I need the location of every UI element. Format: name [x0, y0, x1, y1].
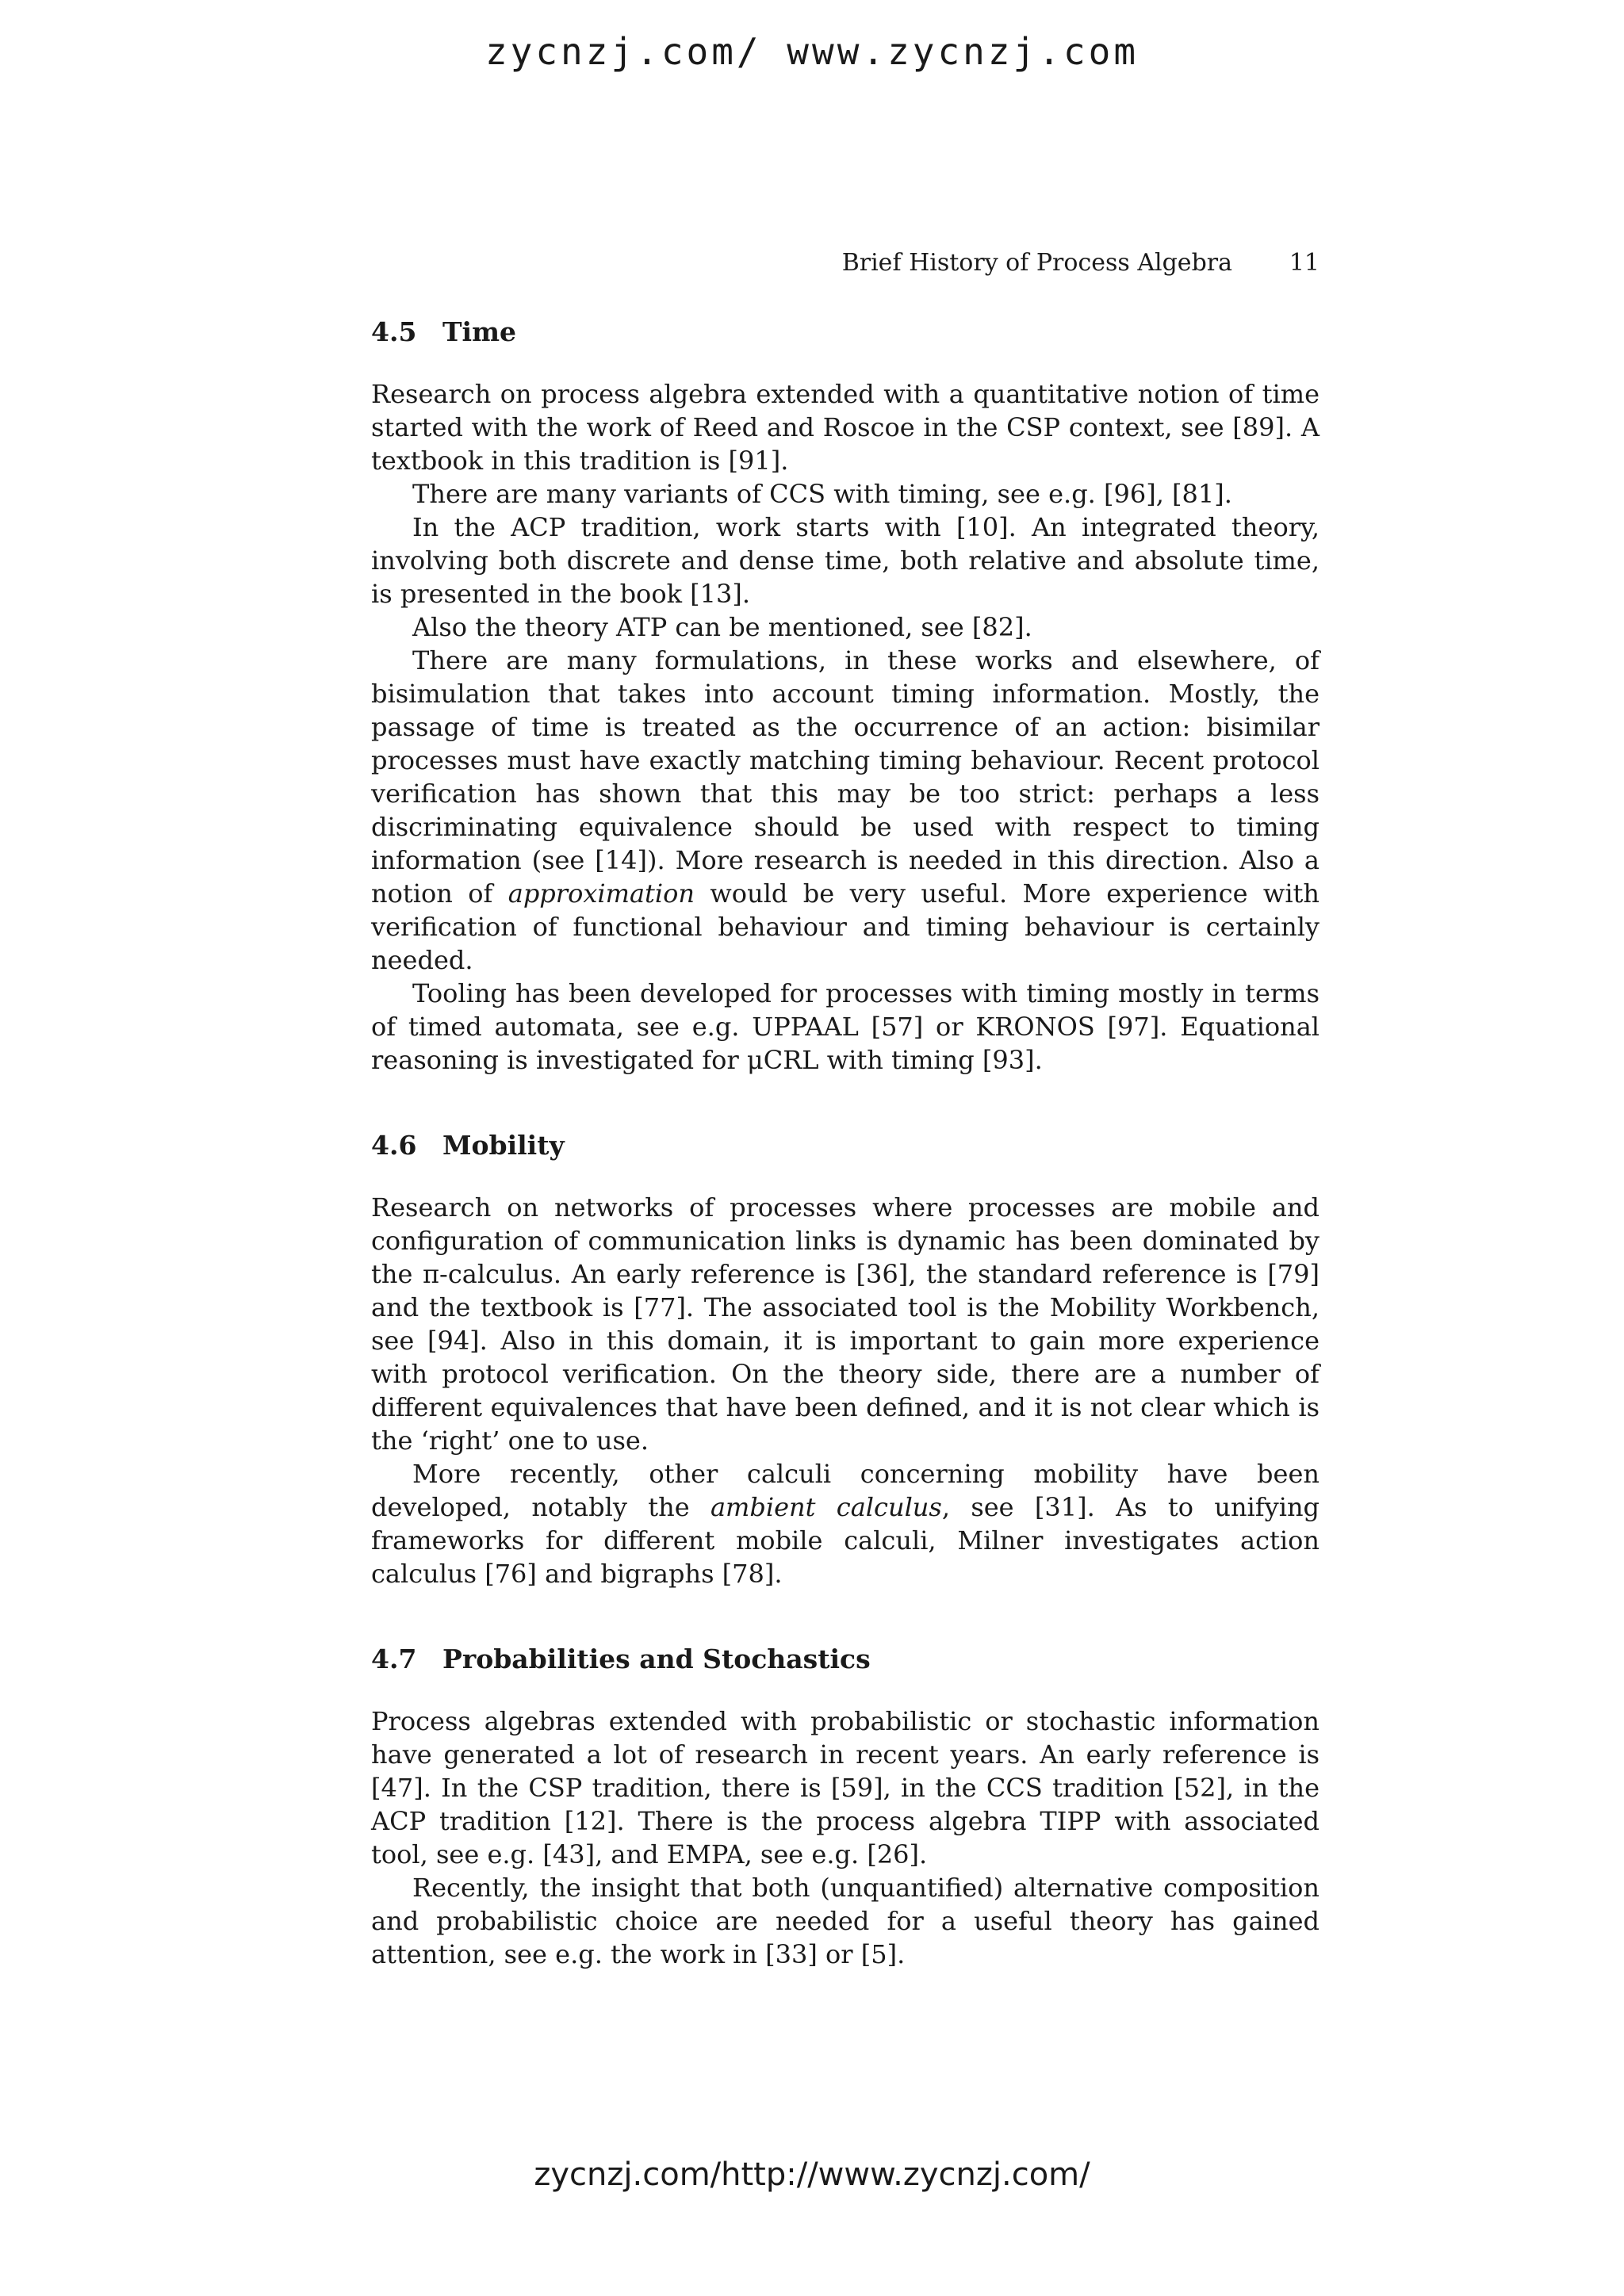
watermark-bottom: zycnzj.com/http://www.zycnzj.com/	[534, 2156, 1090, 2193]
paragraph: Also the theory ATP can be mentioned, see [82].	[412, 612, 1032, 642]
section-heading	[371, 1129, 1320, 1162]
watermark-top: zycnzj.com/ www.zycnzj.com	[485, 30, 1139, 73]
emphasis-term: approximation	[508, 878, 695, 909]
paragraph: Research on process algebra extended with a quantitative notion of time started with the work of Reed and Roscoe in the CSP context, see [89]. A textbook in this tradition is [91].	[371, 379, 1320, 476]
page-body	[371, 316, 1320, 2023]
paragraph: Recently, the insight that both (unquantified) alternative composition and probabilistic choice are needed for a useful theory has gained attention, see e.g. the work in [33] or [5].	[371, 1873, 1320, 1969]
paragraph-text: would be very useful. More experience with verification of functional behaviour and timing behaviour is certainly needed.	[371, 878, 1320, 975]
section-mobility	[371, 1129, 1320, 1590]
paragraph-text: There are many formulations, in these works and elsewhere, of bisimulation that takes into account timing information. Mostly, the passage of time is treated as the occurrence of an action: bisimilar processes must have exactly matching timing behaviour. Recent protocol verification has shown that this may be too strict: perhaps a less discriminating equivalence should be used with respect to timing information (see [14]). More research is needed in this direction. Also a notion of	[371, 645, 1320, 909]
paragraph: There are many variants of CCS with timing, see e.g. [96], [81].	[412, 479, 1232, 509]
section-heading	[371, 1643, 1320, 1676]
running-head	[371, 249, 1320, 277]
section-heading	[371, 316, 1320, 349]
section-title: Mobility	[442, 1130, 565, 1161]
section-number: 4.6	[371, 1130, 417, 1161]
emphasis-term: ambient calculus	[710, 1492, 942, 1522]
paragraph: In the ACP tradition, work starts with [10]. An integrated theory, involving both discrete and dense time, both relative and absolute time, is presented in the book [13].	[371, 512, 1320, 609]
section-title: Probabilities and Stochastics	[442, 1644, 871, 1674]
paragraph: Tooling has been developed for processes with timing mostly in terms of timed automata, see e.g. UPPAAL [57] or KRONOS [97]. Equational reasoning is investigated for μCRL with timing [93].	[371, 978, 1320, 1075]
running-head-title: Brief History of Process Algebra	[841, 249, 1232, 277]
page-number: 11	[1289, 249, 1320, 277]
paragraph	[371, 1457, 1320, 1590]
paragraph: Process algebras extended with probabilistic or stochastic information have generated a lot of research in recent years. An early reference is [47]. In the CSP tradition, there is [59], in the CCS tradition [52], in the ACP tradition [12]. There is the process algebra TIPP with associated tool, see e.g. [43], and EMPA, see e.g. [26].	[371, 1706, 1320, 1869]
section-time	[371, 316, 1320, 1077]
section-title: Time	[442, 316, 517, 347]
paragraph-text: , see [31]. As to unifying frameworks for different mobile calculi, Milner investigates action calculus [76] and bigraphs [78].	[371, 1492, 1320, 1589]
paragraph-text: More recently, other calculi concerning mobility have been developed, notably the	[371, 1459, 1320, 1522]
paragraph	[371, 644, 1320, 977]
section-number: 4.7	[371, 1644, 417, 1674]
section-probabilities	[371, 1643, 1320, 1971]
section-number: 4.5	[371, 316, 417, 347]
paragraph: Research on networks of processes where processes are mobile and configuration of communication links is dynamic has been dominated by the π-calculus. An early reference is [36], the standard reference is [79] and the textbook is [77]. The associated tool is the Mobility Workbench, see [94]. Also in this domain, it is important to gain more experience with protocol verification. On the theory side, there are a number of different equivalences that have been defined, and it is not clear which is the ‘right’ one to use.	[371, 1192, 1320, 1456]
